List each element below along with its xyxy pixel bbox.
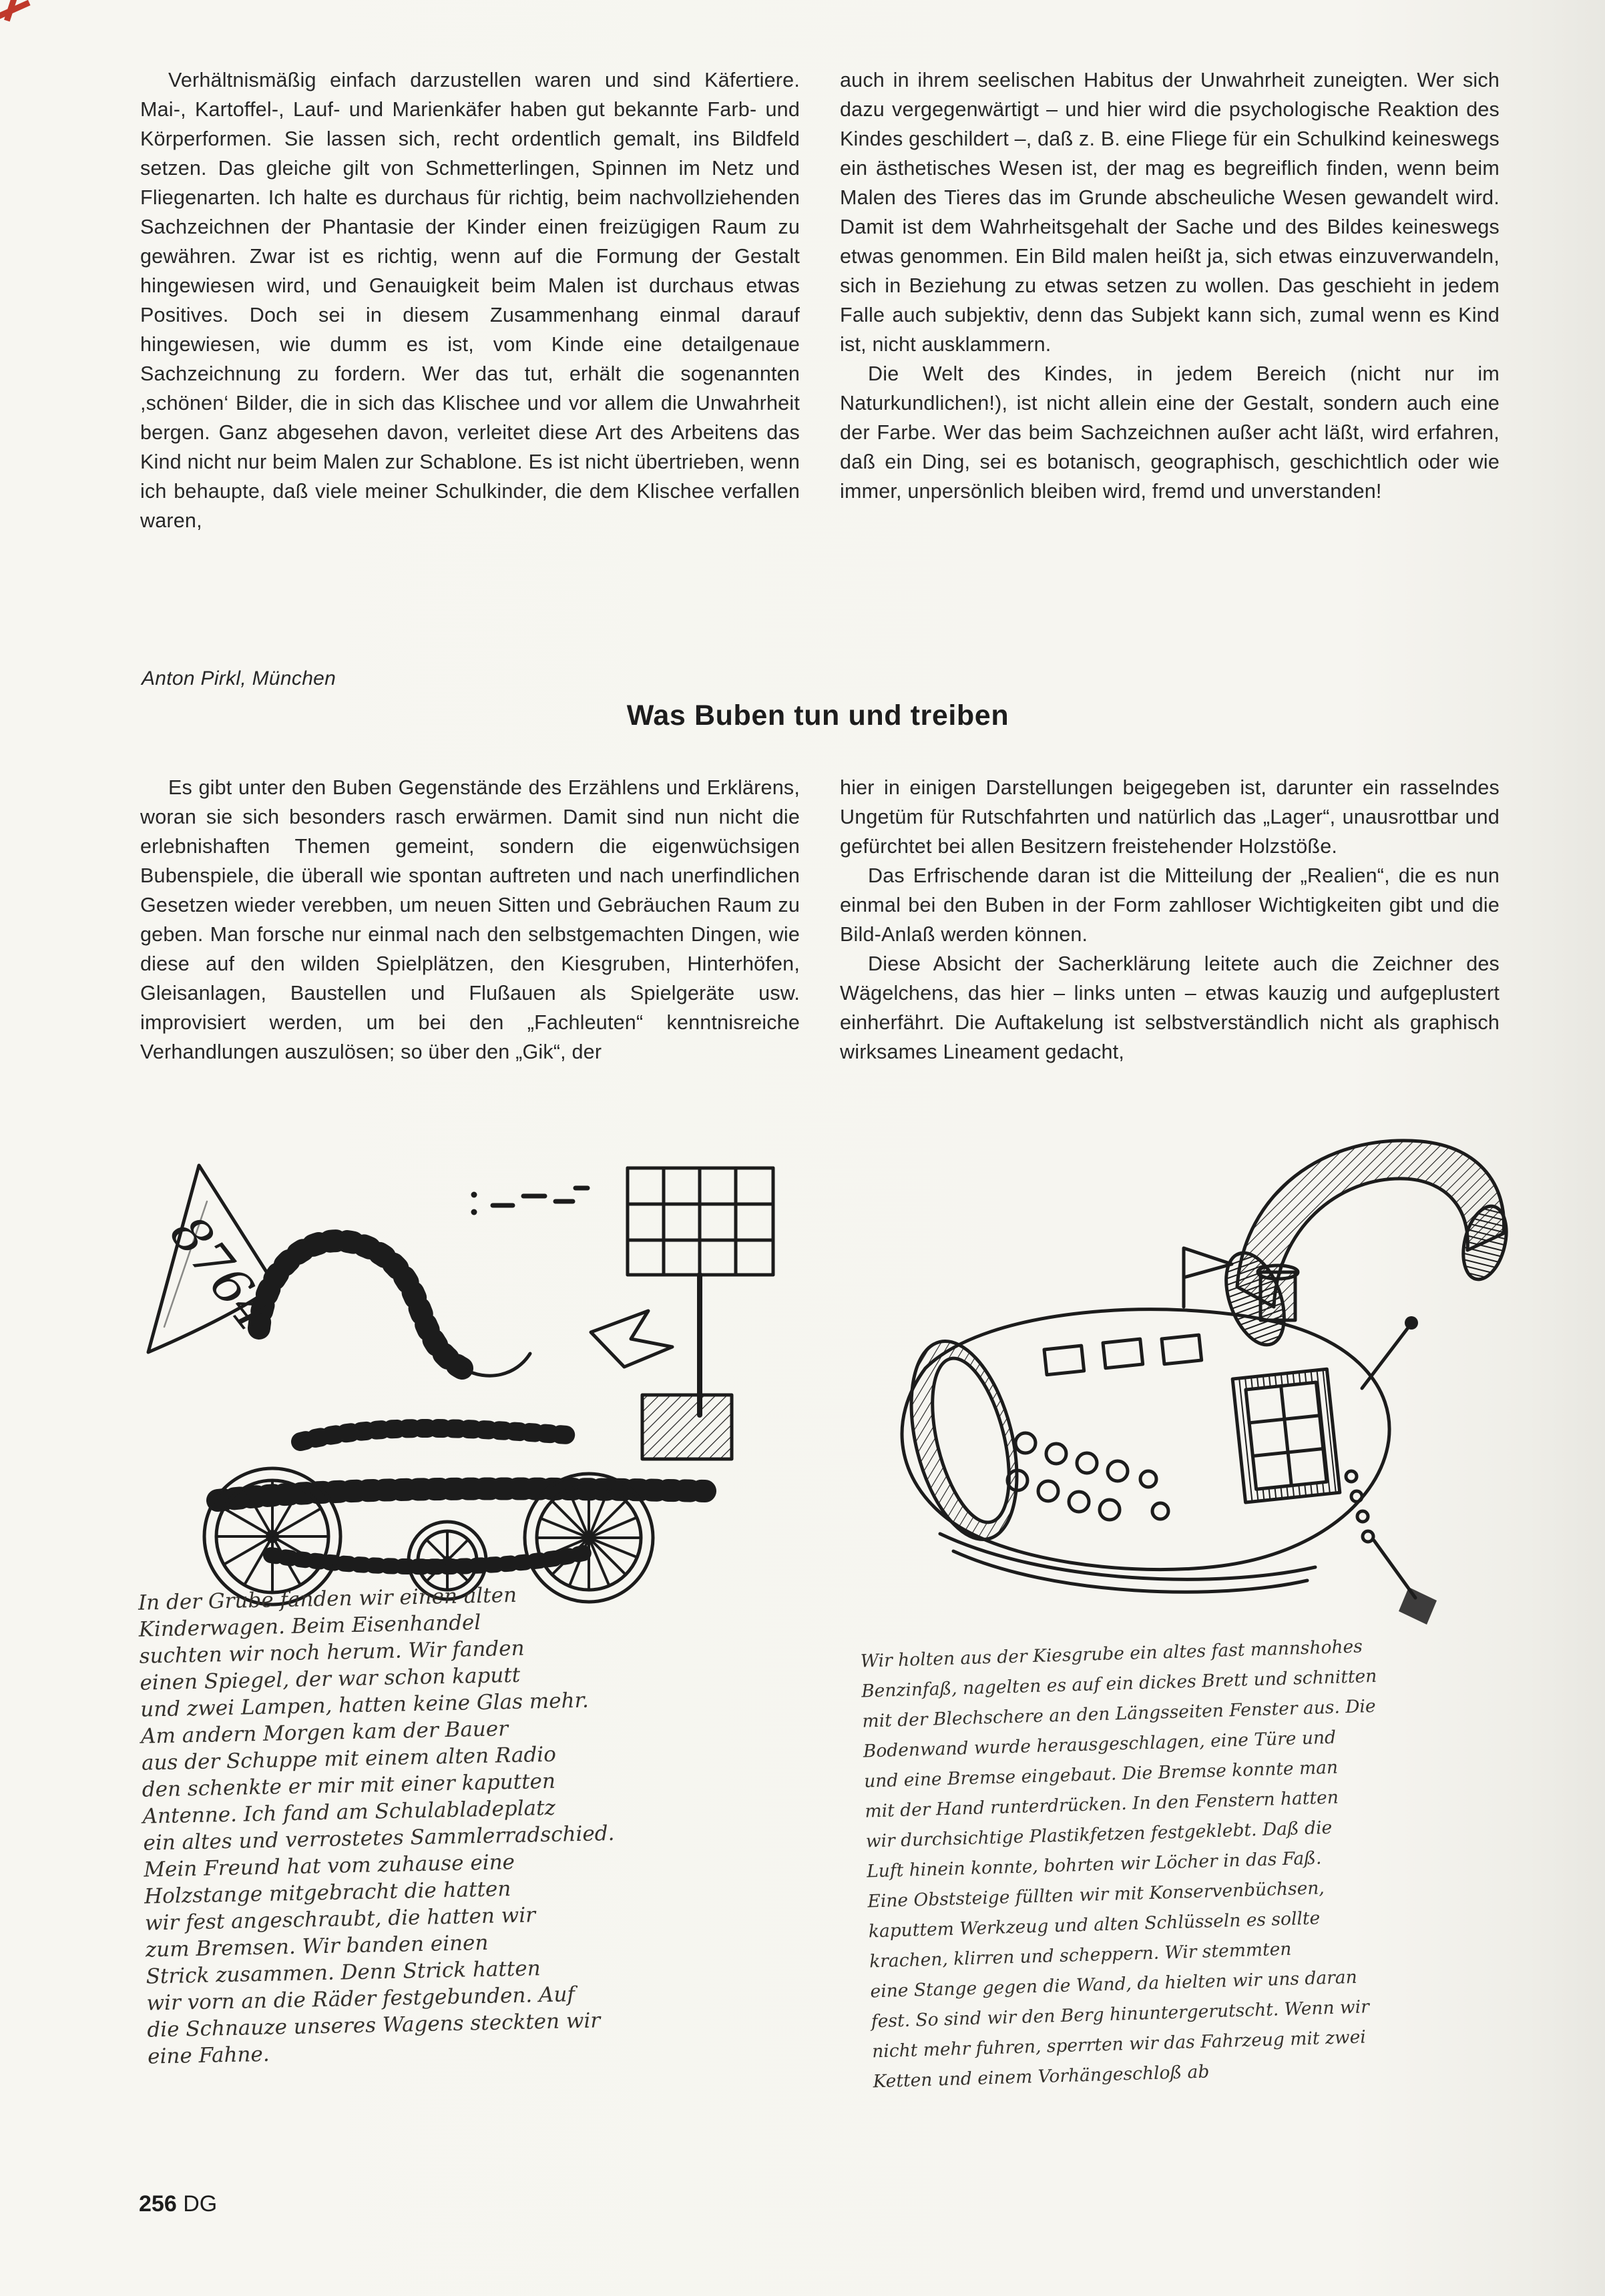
top-article-right-column bbox=[840, 65, 1500, 506]
paragraph: Diese Absicht der Sacherklärung leitete auch die Zeichner des Wägelchens, das hier – links unten – etwas kauzig und aufgeplustert einherfährt. Die Auftakelung ist selbstverständlich nicht als graphisch wirksames Lineament gedacht, bbox=[840, 952, 1500, 1063]
paragraph: Das Erfrischende daran ist die Mitteilung der „Realien“, die es nun einmal bei den Buben in der Form zahlloser Wichtigkeiten gibt und die Bild-Anlaß werden können. bbox=[840, 864, 1500, 946]
paragraph: Es gibt unter den Buben Gegenstände des Erzählens und Erklärens, woran sie sich besonders rasch erwärmen. Damit sind nun nicht die erlebnishaften Themen gemeint, sondern die eigenwüchsigen Bubenspiele, die überall wie spontan auftreten und nach unerfindlichen Gesetzen wieder verebben, um neuen Sitten und Gebräuchen Raum zu geben. Man forsche nur einmal nach den selbstgemachten Dingen, wie diese auf den wilden Spielplätzen, den Kiesgruben, Hinterhöfen, Gleisanlagen, Baustellen und Flußauen als Spielgeräte usw. improvisiert werden, um bei den „Fachleuten“ kenntnisreiche Verhandlungen auszulösen; so über den „Gik“, der bbox=[140, 776, 800, 1063]
wheel-spokes bbox=[537, 1486, 641, 1590]
page-footer bbox=[139, 2191, 217, 2217]
journal-abbreviation: DG bbox=[183, 2191, 218, 2217]
author-line: Anton Pirkl, München bbox=[142, 667, 336, 689]
cart-drawing bbox=[100, 1127, 821, 1641]
paragraph: Verhältnismäßig einfach darzustellen waren und sind Käfertiere. Mai-, Kartoffel-, Lauf- und Marienkäfer haben gut bekannte Farb- und Körperformen. Sie lassen sich, recht ordentlich gemalt, ins Bildfeld setzen. Das gleiche gilt von Schmetterlingen, Spinnen im Netz und Fliegenarten. Ich halte es durchaus für richtig, beim nachvollziehenden Sachzeichnen der Phantasie der Kinder einen freizügigen Raum zu gewähren. Zwar ist es richtig, wenn auf die Formung der Gestalt hingewiesen wird, und Genauigkeit beim Malen ist durchaus etwas Positives. Doch sei in diesem Zusammenhang einmal darauf hingewiesen, wie dumm es ist, vom Kinde eine detailgenaue Sachzeichnung zu fordern. Wer das tut, erhält die sogenannten ,schönen‘ Bilder, die in sich das Klischee und vor allem die Unwahrheit bergen. Ganz abgesehen davon, verleitet diese Art des Arbeitens das Kind nicht nur beim Malen zur Schablone. Es ist nicht übertrieben, wenn ich behaupte, daß viele meiner Schulkinder, die dem Klischee verfallen waren, bbox=[140, 69, 800, 532]
flag-number: 8764 bbox=[158, 1204, 286, 1343]
paragraph: auch in ihrem seelischen Habitus der Unwahrheit zuneigten. Wer sich dazu vergegenwärtigt – und hier wird die psychologische Reaktion des Kindes geschildert –, daß z. B. eine Fliege für ein Schulkind keineswegs ein ästhetisches Wesen ist, der mag es begreiflich finden, wenn beim Malen des Tieres das im Grunde abscheuliche Wesen gewandelt wird. Damit ist dem Wahrheitsgehalt der Sache und des Bildes keineswegs etwas genommen. Ein Bild malen heißt ja, sich etwas einzuverwandeln, sich in Beziehung zu etwas setzen zu wollen. Das geschieht in jedem Falle auch subjektiv, denn das Subjekt kann sich, zumal wenn es Kind ist, nicht ausklammern. bbox=[840, 69, 1500, 356]
handwritten-story-right: Wir holten aus der Kiesgrube ein altes fast mannshohes Benzinfaß, nagelten es auf ein dickes Brett und schnitten mit der Blechschere an den Längsseiten Fenster aus. Die Bodenwand wurde herausgeschlagen, eine Türe und und eine Bremse eingebaut. Die Bremse konnte man mit der Hand runterdrücken. In den Fenstern hatten wir durchsichtige Plastikfetzen festgeklebt. Daß die Luft hinein konnte, bohrten wir Löcher in das Faß. Eine Obststeige füllten wir mit Konservenbüchsen, kaputtem Werkzeug und alten Schlüsseln es sollte krachen, klirren und scheppern. Wir stemmten eine Stange gegen die Wand, da hielten wir uns daran fest. So sind wir den Berg hinuntergerutscht. Wenn wir nicht mehr fuhren, sperrten wir das Fahrzeug mit zwei Ketten und einem Vorhängeschloß ab bbox=[860, 1636, 1377, 2092]
wheel-spokes bbox=[418, 1531, 477, 1590]
paragraph: Die Welt des Kindes, in jedem Bereich (nicht nur im Naturkundlichen!), ist nicht allein eine der Gestalt, sondern auch eine der Farbe. Wer das beim Sachzeichnen außer acht läßt, wird erfahren, daß ein Ding, sei es botanisch, geographisch, geschichtlich oder wie immer, unpersönlich bleiben wird, fremd und unverstanden! bbox=[840, 362, 1500, 503]
main-article-right-column bbox=[840, 773, 1500, 1067]
main-article-left-column bbox=[140, 773, 800, 1067]
barrel-vehicle-drawing bbox=[847, 1105, 1522, 1673]
page-number: 256 bbox=[139, 2191, 177, 2217]
handwritten-story-left: In der Grube fanden wir einen alten Kinderwagen. Beim Eisenhandel suchten wir noch herum. Wir fanden einen Spiegel, der war schon kaputt und zwei Lampen, hatten keine Glas mehr. Am andern Morgen kam der Bauer aus der Schuppe mit einem alten Radio den schenkte er mir mit einer kaputten Antenne. Ich fand am Schulabladeplatz ein altes und verrostetes Sammlerradschied. Mein Freund hat vom zuhause eine Holzstange mitgebracht die hatten wir fest angeschraubt, die hatten wir zum Bremsen. Wir banden einen Strick zusammen. Denn Strick hatten wir vorn an die Räder festgebunden. Auf die Schnauze unseres Wagens steckten wir eine Fahne. bbox=[138, 1583, 615, 2069]
paragraph: hier in einigen Darstellungen beigegeben ist, darunter ein rasselndes Ungetüm für Rutschfahrten und natürlich das „Lager“, unausrottbar und gefürchtet bei allen Besitzern freistehender Holzstöße. bbox=[840, 776, 1500, 858]
article-title: Was Buben tun und treiben bbox=[626, 699, 1009, 732]
top-article-left-column bbox=[140, 65, 800, 535]
